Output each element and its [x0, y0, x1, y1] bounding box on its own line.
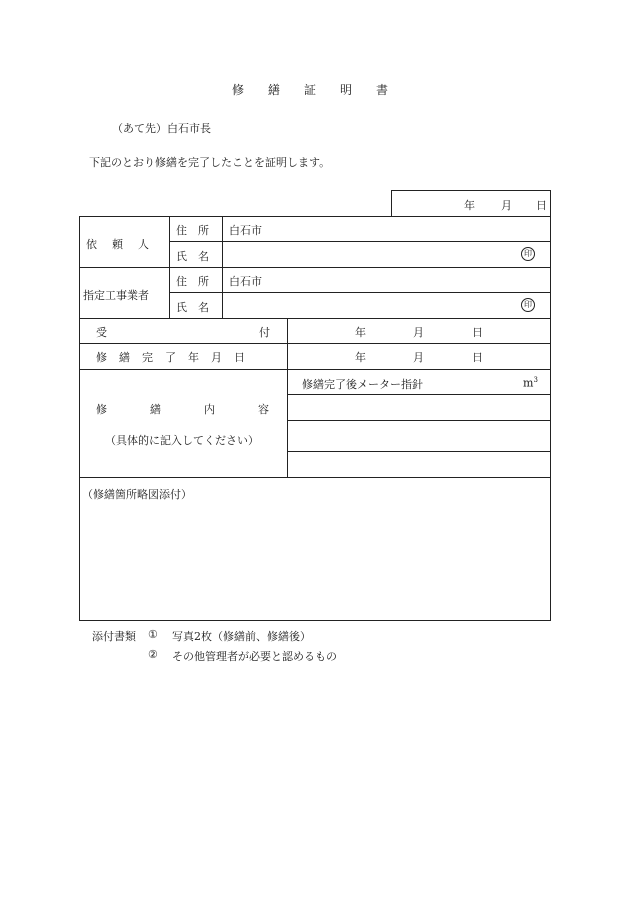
- attachments-label: 添付書類: [92, 630, 136, 643]
- addressee: （あて先）白石市長: [112, 122, 211, 135]
- attachment-item-2: その他管理者が必要と認めるもの: [172, 650, 337, 663]
- date-header-year: 年: [464, 199, 475, 212]
- intro-text: 下記のとおり修繕を完了したことを証明します。: [89, 156, 331, 169]
- meter-reading-label: 修繕完了後メーター指針: [302, 378, 423, 391]
- contractor-address-value: 白石市: [229, 275, 262, 288]
- requester-seal-icon: 印: [521, 247, 535, 261]
- received-month: 月: [413, 326, 424, 339]
- meter-unit: [523, 376, 538, 390]
- repair-content-label: 修 繕 内 容: [96, 403, 285, 416]
- requester-address-label: 住 所: [176, 224, 209, 237]
- document-title: 修 繕 証 明 書: [232, 83, 395, 97]
- completion-month: 月: [413, 351, 424, 364]
- contractor-heading: 指定工事業者: [83, 289, 149, 302]
- meter-unit-superscript: 3: [533, 376, 538, 384]
- completion-year: 年: [355, 351, 366, 364]
- sketch-area-label: （修繕箇所略図添付）: [82, 488, 192, 501]
- attachment-marker-1: ①: [148, 628, 158, 641]
- repair-content-note: （具体的に記入してください）: [105, 434, 259, 447]
- attachment-marker-2: ②: [148, 648, 158, 661]
- date-header-day: 日: [536, 199, 547, 212]
- requester-heading: 依 頼 人: [86, 238, 151, 251]
- received-label-left: 受: [96, 326, 107, 339]
- requester-name-label: 氏 名: [176, 250, 209, 263]
- received-year: 年: [355, 326, 366, 339]
- meter-unit-base: m: [523, 376, 534, 390]
- contractor-address-label: 住 所: [176, 275, 209, 288]
- completion-date-label: 修繕完了年月日: [96, 351, 257, 364]
- attachment-item-1: 写真2枚（修繕前、修繕後）: [172, 630, 311, 643]
- date-header-month: 月: [501, 199, 512, 212]
- contractor-seal-icon: 印: [521, 298, 535, 312]
- received-label-right: 付: [259, 326, 270, 339]
- completion-day: 日: [472, 351, 483, 364]
- contractor-name-label: 氏 名: [176, 301, 209, 314]
- received-day: 日: [472, 326, 483, 339]
- requester-address-value: 白石市: [229, 224, 262, 237]
